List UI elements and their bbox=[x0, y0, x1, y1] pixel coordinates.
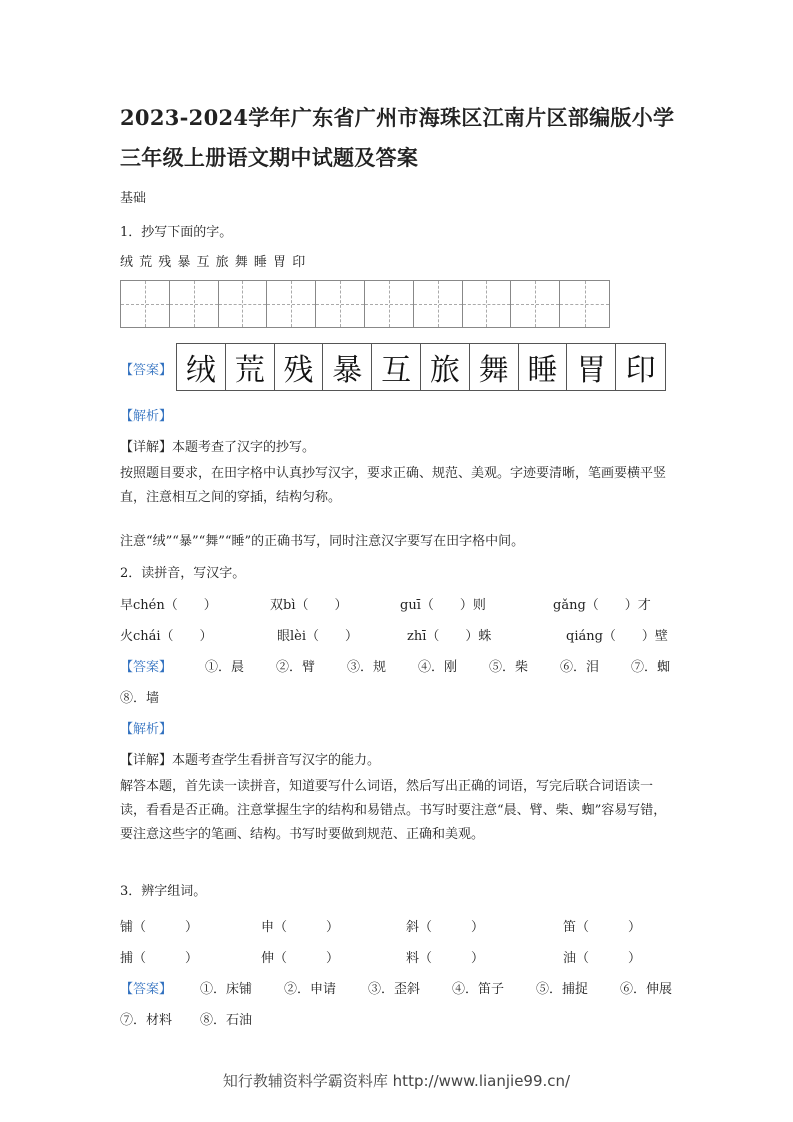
q1-note: 注意“绒”“暴”“舞”“睡”的正确书写，同时注意汉字要写在田字格中间。 bbox=[120, 534, 525, 549]
practice-cell bbox=[219, 281, 268, 327]
answer-grid bbox=[176, 343, 666, 391]
q3-item: 捕（ ） bbox=[120, 951, 199, 966]
q2-answer: ④．刚 bbox=[418, 660, 458, 675]
q2-item: gǎng（ ）才 bbox=[553, 598, 651, 613]
q3-answer-tag: 【答案】 bbox=[120, 982, 173, 997]
q3-answer: ⑤．捕捉 bbox=[536, 982, 589, 997]
q3-answer: ③．歪斜 bbox=[368, 982, 421, 997]
practice-cell bbox=[414, 281, 463, 327]
q3-item: 笛（ ） bbox=[563, 920, 642, 935]
section-heading: 基础 bbox=[120, 191, 147, 206]
q3-answer: ⑥．伸展 bbox=[620, 982, 673, 997]
q1-analysis-tag: 【解析】 bbox=[120, 409, 173, 424]
answer-char: 胃 bbox=[567, 344, 616, 390]
answer-char: 绒 bbox=[177, 344, 226, 390]
q2-item: qiáng（ ）壁 bbox=[566, 629, 668, 644]
q1-detail: 【详解】本题考查了汉字的抄写。 bbox=[120, 440, 316, 455]
q2-explanation: 解答本题，首先读一读拼音，知道要写什么词语，然后写出正确的词语，写完后联合词语读一读，看看是否正确。注意掌握生字的结构和易错点。书写时要注意“晨、臂、柴、蜘”容易写错，要注意这些字的笔画、结构。书写时要做到规范、正确和美观。 bbox=[120, 779, 667, 842]
answer-char: 荒 bbox=[226, 344, 275, 390]
q3-item: 油（ ） bbox=[563, 951, 642, 966]
answer-char: 睡 bbox=[519, 344, 568, 390]
q3-item: 料（ ） bbox=[406, 951, 485, 966]
practice-cell bbox=[560, 281, 609, 327]
page-footer: 知行教辅资料学霸资料库 http://www.lianjie99.cn/ bbox=[222, 1072, 571, 1090]
q2-prompt: 2．读拼音，写汉字。 bbox=[120, 566, 246, 581]
answer-char: 残 bbox=[275, 344, 324, 390]
q2-item: 双bì（ ） bbox=[270, 598, 348, 613]
q3-item: 斜（ ） bbox=[406, 920, 485, 935]
q2-answer: ⑥．泪 bbox=[560, 660, 600, 675]
practice-cell bbox=[170, 281, 219, 327]
practice-cell bbox=[463, 281, 512, 327]
practice-cell bbox=[511, 281, 560, 327]
q1-prompt: 1．抄写下面的字。 bbox=[120, 225, 233, 240]
q2-answer: ③．规 bbox=[347, 660, 387, 675]
q2-analysis-tag: 【解析】 bbox=[120, 722, 173, 737]
practice-cell bbox=[365, 281, 414, 327]
q3-answer: ①．床铺 bbox=[200, 982, 253, 997]
q3-item: 伸（ ） bbox=[261, 951, 340, 966]
q1-explanation: 按照题目要求，在田字格中认真抄写汉字，要求正确、规范、美观。字迹要清晰，笔画要横平竖直，注意相互之间的穿插，结构匀称。 bbox=[120, 466, 667, 505]
q2-item: 早chén（ ） bbox=[120, 598, 217, 613]
q3-item: 申（ ） bbox=[261, 920, 340, 935]
answer-char: 暴 bbox=[323, 344, 372, 390]
document-title: 2023-2024学年广东省广州市海珠区江南片区部编版小学三年级上册语文期中试题及答案 bbox=[120, 105, 675, 170]
q1-characters: 绒 荒 残 暴 互 旅 舞 睡 胃 印 bbox=[120, 255, 307, 270]
q1-answer-tag: 【答案】 bbox=[120, 363, 173, 378]
q2-answer-last: ⑧．墙 bbox=[120, 691, 160, 706]
answer-char: 旅 bbox=[421, 344, 470, 390]
q2-item: 眼lèi（ ） bbox=[277, 629, 359, 644]
q3-answer: ②．申请 bbox=[284, 982, 337, 997]
q3-prompt: 3．辨字组词。 bbox=[120, 884, 207, 899]
answer-char: 印 bbox=[625, 353, 656, 388]
q3-answer: ⑧．石油 bbox=[200, 1013, 253, 1028]
practice-cell bbox=[267, 281, 316, 327]
practice-cell bbox=[121, 281, 170, 327]
q2-answer: ①．晨 bbox=[205, 660, 245, 675]
practice-grid bbox=[120, 280, 610, 328]
practice-cell bbox=[316, 281, 365, 327]
q3-answer: ⑦．材料 bbox=[120, 1013, 173, 1028]
q2-answer: ⑤．柴 bbox=[489, 660, 529, 675]
q3-answer: ④．笛子 bbox=[452, 982, 505, 997]
q2-answer: ⑦．蜘 bbox=[631, 660, 671, 675]
q2-item: zhī（ ）蛛 bbox=[407, 629, 492, 644]
q2-item: guī（ ）则 bbox=[400, 598, 486, 613]
q2-answer: ②．臂 bbox=[276, 660, 316, 675]
answer-char: 互 bbox=[372, 344, 421, 390]
q2-detail: 【详解】本题考查学生看拼音写汉字的能力。 bbox=[120, 753, 381, 768]
q2-answer-tag: 【答案】 bbox=[120, 660, 173, 675]
answer-char: 舞 bbox=[470, 344, 519, 390]
q2-item: 火chái（ ） bbox=[120, 629, 213, 644]
q3-item: 铺（ ） bbox=[120, 920, 199, 935]
